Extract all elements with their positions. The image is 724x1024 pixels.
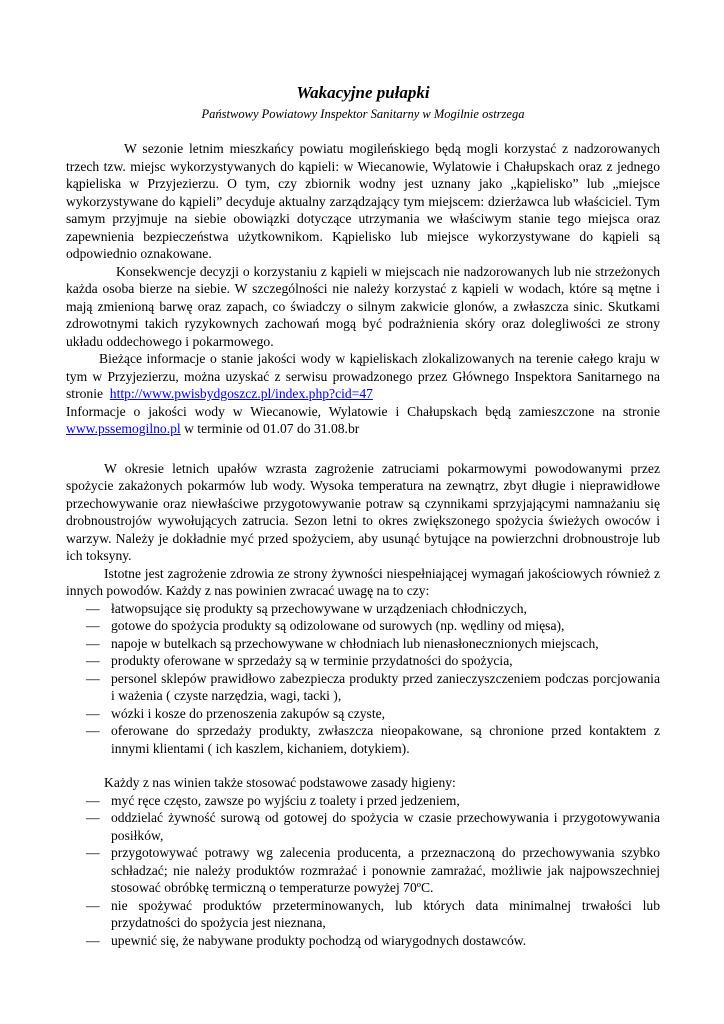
dash-bullet: — (86, 705, 100, 721)
current-info-text: Bieżące informacje o stanie jakości wody w kąpieliskach zlokalizowanych na terenie całego kraju w tym w Przyjezierzu, można uzyskać z serwisu prowadzonego przez Głównego Inspektora Sanitarnego na stronie (66, 351, 660, 401)
list-item (66, 897, 660, 932)
list-item-text: wózki i kosze do przenoszenia zakupów są czyste, (111, 705, 386, 721)
paragraph-water-quality-info (66, 403, 660, 438)
paragraph-bathing-sites: W sezonie letnim mieszkańcy powiatu mogileńskiego będą mogli korzystać z nadzorowanych trzech tzw. miejsc wykorzystywanych do kąpieli: w Wiecanowie, Wylatowie i Chałupskach oraz z jednego kąpieliska w Przyjezierzu. O tym, czy zbiornik wodny jest uznany jako „kąpielisko” lub „miejsce wykorzystywane do kąpieli” decyduje aktualny zarządzający tym miejscem: dzierżawca lub właściciel. Tym samym przyjmuje na siebie obowiązki dotyczące utrzymania we właściwym stanie tego miejsca oraz zapewnienia bezpieczeństwa użytkownikom. Kąpielisko lub miejsce wykorzystywane do kąpieli są odpowiednio oznakowane. (66, 141, 660, 261)
list-item (66, 932, 660, 950)
list-item (66, 617, 660, 635)
list-item (66, 792, 660, 810)
dash-bullet: — (86, 792, 100, 808)
document-title: Wakacyjne pułapki (296, 83, 430, 102)
dash-bullet: — (86, 810, 100, 825)
dash-bullet: — (86, 932, 100, 948)
list-item (66, 670, 660, 705)
list-item-text: napoje w butelkach są przechowywane w chłodniach lub nienasłonecznionych miejscach, (111, 635, 599, 651)
hygiene-rules-list (66, 792, 660, 950)
list-item-text: myć ręce często, zawsze po wyjściu z toalety i przed jedzeniem, (111, 792, 460, 808)
food-safety-checklist (66, 600, 660, 758)
list-item (66, 844, 660, 897)
gis-link[interactable]: http://www.pwisbydgoszcz.pl/index.php?cid=47 (109, 386, 373, 401)
paragraph-consequences: Konsekwencje decyzji o korzystaniu z kąpieli w miejscach nie nadzorowanych lub nie strzeżonych każda osoba bierze na siebie. W szczególności nie należy korzystać z kąpieli w wodach, które są mętne i mają zmienioną barwę oraz zapach, co świadczy o silnym zakwicie glonów, a zwłaszcza sinic. Skutkami zdrowotnymi takich ryzykownych zachowań mogą być podrażnienia skóry oraz dolegliwości ze strony układu oddechowego i pokarmowego. (66, 263, 660, 349)
dash-bullet: — (86, 618, 100, 633)
paragraph-current-info (66, 350, 660, 403)
dash-bullet: — (86, 670, 100, 686)
list-item-text: personel sklepów prawidłowo zabezpiecza produkty przed zanieczyszczeniem podczas porcjowania i ważenia ( czyste narzędzia, wagi, tacki ), (111, 670, 660, 703)
list-item (66, 809, 660, 844)
dash-bullet: — (86, 600, 100, 616)
document-subtitle: Państwowy Powiatowy Inspektor Sanitarny w Mogilnie ostrzega (201, 107, 525, 121)
list-item-text: upewnić się, że nabywane produkty pochodzą od wiarygodnych dostawców. (111, 932, 527, 948)
psse-link[interactable]: www.pssemogilno.pl (66, 421, 181, 436)
dash-bullet: — (86, 723, 100, 738)
dash-bullet: — (86, 635, 100, 651)
list-item-text: nie spożywać produktów przeterminowanych, lub których data minimalnej trwałości lub przydatności do spożycia jest nieznana, (111, 897, 660, 930)
list-item-text: przygotowywać potrawy wg zalecenia producenta, a przeznaczoną do przechowywania szybko schładzać; nie należy produktów rozmrażać i ponownie zamrażać, możliwie jak najpowszechniej stosować obróbkę termiczną o temperaturze powyżej 70ºC. (111, 845, 660, 895)
list-item-text: łatwopsujące się produkty są przechowywane w urządzeniach chłodniczych, (111, 600, 527, 616)
paragraph-hygiene-rules: Każdy z nas winien także stosować podstawowe zasady higieny: (104, 775, 456, 790)
list-item (66, 722, 660, 757)
list-item (66, 705, 660, 723)
dash-bullet: — (86, 653, 100, 668)
dash-bullet: — (86, 897, 100, 913)
dash-bullet: — (86, 845, 100, 860)
list-item-text: gotowe do spożycia produkty są odizolowane od surowych (np. wędliny od mięsa), (111, 618, 565, 633)
list-item-text: oferowane do sprzedaży produkty, zwłaszcza nieopakowane, są chronione przed kontaktem z innymi klientami ( ich kaszlem, kichaniem, dotykiem). (111, 723, 660, 756)
water-quality-text: Informacje o jakości wody w Wiecanowie, Wylatowie i Chałupskach będą zamieszczone na stronie (66, 403, 660, 419)
paragraph-food-poisoning: W okresie letnich upałów wzrasta zagrożenie zatruciami pokarmowymi powodowanymi przez spożycie zakażonych pokarmów lub wody. Wysoka temperatura na zewnątrz, zbyt długie i nieprawidłowe przechowywanie oraz niewłaściwe przygotowywanie potraw są czynnikami sprzyjającymi namnażaniu się drobnoustrojów wywołujących zatrucia. Sezon letni to okres zwiększonego spożycia świeżych owoców i warzyw. Należy je dokładnie myć przed spożyciem, aby usunąć bytujące na powierzchni drobnoustroje lub ich toksyny. (66, 460, 660, 563)
list-item-text: produkty oferowane w sprzedaży są w terminie przydatności do spożycia, (111, 653, 513, 668)
list-item-text: oddzielać żywność surową od gotowej do spożycia w czasie przechowywania i przygotowywania posiłków, (111, 810, 660, 843)
list-item (66, 635, 660, 653)
list-item (66, 652, 660, 670)
paragraph-food-quality: Istotne jest zagrożenie zdrowia ze strony żywności niespełniającej wymagań jakościowych również z innych powodów. Każdy z nas powinien zwracać uwagę na to czy: (66, 565, 660, 598)
list-item (66, 600, 660, 618)
water-quality-term: w terminie od 01.07 do 31.08.br (184, 421, 360, 436)
